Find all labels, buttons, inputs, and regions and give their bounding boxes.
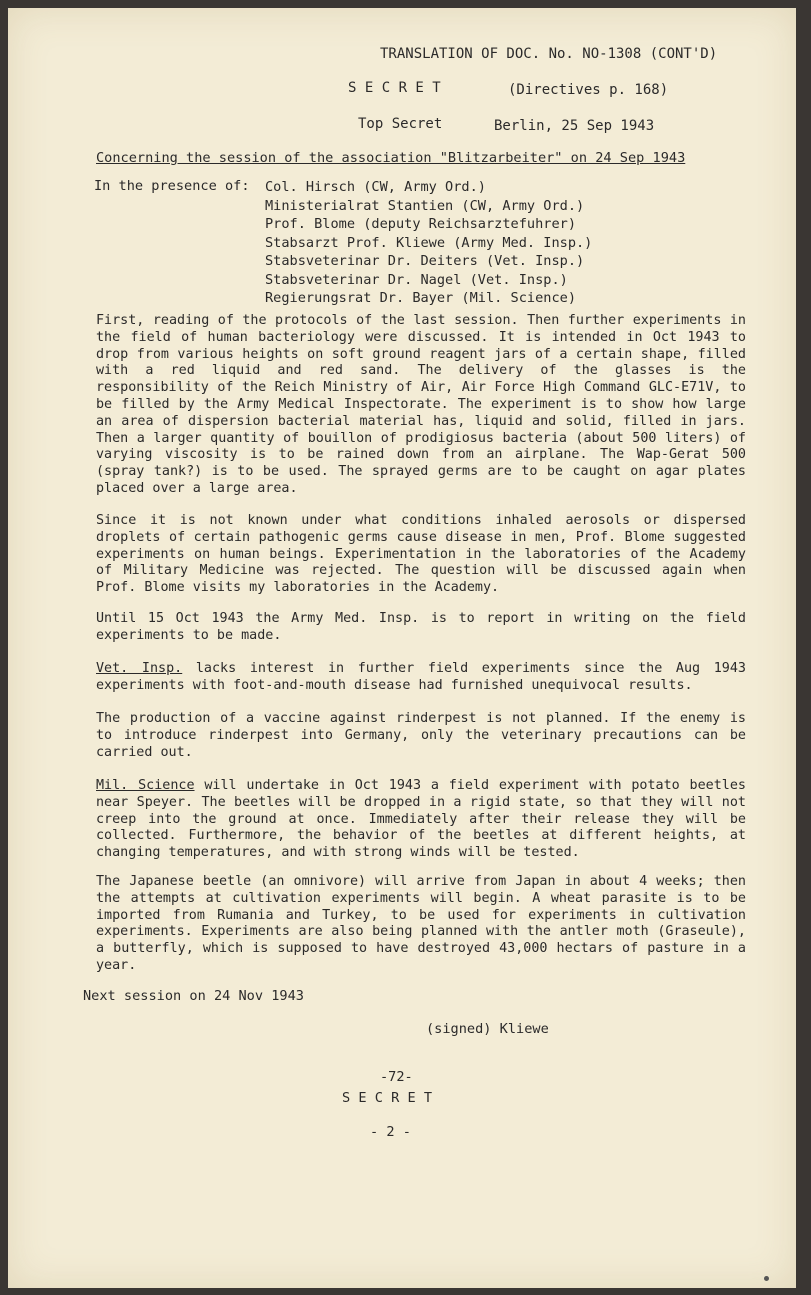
vet-insp-text: lacks interest in further field experiments since the Aug 1943 experiments with foot-and-mouth disease had furnished unequivocal results.: [96, 661, 746, 693]
top-secret-label: Top Secret: [358, 116, 443, 132]
paragraph-japanese-beetle: The Japanese beetle (an omnivore) will arrive from Japan in about 4 weeks; then the attempts at cultivation experiments will begin. A wheat parasite is to be imported from Rumania and Turkey, to be used for experiments in cultivation experiments. Experiments are also being planned with the antler moth (Graseule), a butterfly, which is supposed to have destroyed 43,000 hectars of pasture in a year.: [96, 874, 746, 973]
sheet-number: - 2 -: [370, 1124, 411, 1140]
paragraph-vet-insp: [96, 661, 746, 695]
classification-bottom: S E C R E T: [342, 1090, 433, 1106]
page-number: -72-: [380, 1069, 413, 1085]
paragraph-experiments: First, reading of the protocols of the last session. Then further experiments in the field of human bacteriology were discussed. It is intended in Oct 1943 to drop from various heights on soft ground reagent jars of a certain shape, filled with a red liquid and red sand. The delivery of the glasses is the responsibility of the Reich Ministry of Air, Air Force High Command GLC-E71V, to be filled by the Army Medical Inspectorate. The experiment is to show how large an area of dispersion bacterial material has, liquid and solid, filled in jars. Then a larger quantity of bouillon of prodigiosus bacteria (about 500 liters) of varying viscosity is to be rained down from an airplane. The Wap-Gerat 500 (spray tank?) is to be used. The sprayed germs are to be caught on agar plates placed over a large area.: [96, 313, 746, 496]
classification-top: S E C R E T: [348, 80, 441, 96]
place-date: Berlin, 25 Sep 1943: [494, 118, 655, 134]
attendee: Prof. Blome (deputy Reichsarztefuhrer): [265, 216, 576, 232]
vet-insp-label: Vet. Insp.: [96, 661, 183, 676]
attendee: Stabsveterinar Dr. Nagel (Vet. Insp.): [265, 271, 568, 288]
paragraph-aerosols: Since it is not known under what conditions inhaled aerosols or dispersed droplets of certain pathogenic germs cause disease in men, Prof. Blome suggested experiments on human beings. Experimentation in the laboratories of the Academy of Military Medicine was rejected. The question will be discussed again when Prof. Blome visits my laboratories in the Academy.: [96, 513, 746, 596]
attendee: Stabsveterinar Dr. Deiters (Vet. Insp.): [265, 253, 585, 269]
attendee-list: [265, 178, 592, 308]
attendee: Ministerialrat Stantien (CW, Army Ord.): [265, 197, 585, 214]
paragraph-report-deadline: Until 15 Oct 1943 the Army Med. Insp. is to report in writing on the field experiments to be made.: [96, 611, 746, 643]
signature: (signed) Kliewe: [426, 1021, 549, 1037]
mil-science-text: will undertake in Oct 1943 a field experiment with potato beetles near Speyer. The beetles will be dropped in a rigid state, so that they will not creep into the ground at once. Immediately after their release they will be collected. Furthermore, the behavior of the beetles at different heights, at changing temperatures, and with strong winds will be tested.: [96, 778, 746, 861]
subject-line: Concerning the session of the association "Blitzarbeiter" on 24 Sep 1943: [96, 150, 686, 166]
next-session: Next session on 24 Nov 1943: [83, 988, 304, 1004]
attendee: Col. Hirsch (CW, Army Ord.): [265, 179, 486, 195]
document-page: [8, 8, 796, 1288]
paragraph-mil-science: [96, 778, 746, 862]
presence-label: In the presence of:: [94, 178, 250, 194]
attendee: Stabsarzt Prof. Kliewe (Army Med. Insp.): [265, 234, 593, 251]
directives-reference: (Directives p. 168): [508, 82, 669, 98]
mil-science-label: Mil. Science: [96, 778, 195, 793]
punch-hole: [764, 1276, 769, 1281]
translation-heading: TRANSLATION OF DOC. No. NO-1308 (CONT'D): [380, 46, 718, 62]
paragraph-rinderpest: The production of a vaccine against rinderpest is not planned. If the enemy is to introduce rinderpest into Germany, only the veterinary precautions can be carried out.: [96, 711, 746, 760]
attendee: Regierungsrat Dr. Bayer (Mil. Science): [265, 290, 576, 306]
